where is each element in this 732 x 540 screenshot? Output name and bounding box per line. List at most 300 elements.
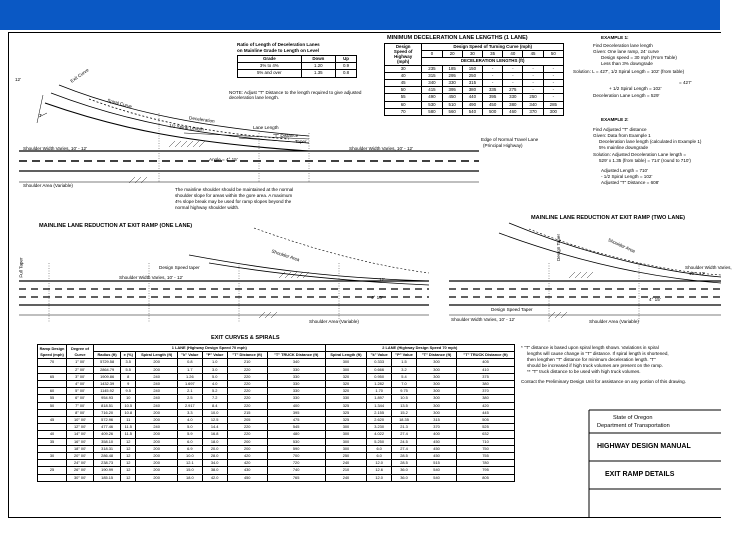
table-cell: 4.0 xyxy=(202,381,227,388)
table-cell: 6.0 xyxy=(367,453,392,460)
table-cell: 540 xyxy=(417,467,457,474)
table-cell: 20° 00' xyxy=(67,453,94,460)
table-cell: 26° 00' xyxy=(67,467,94,474)
table-cell: 12 xyxy=(121,460,136,467)
table-cell: 200 xyxy=(136,460,178,467)
table-cell: 340 xyxy=(523,101,543,108)
table-cell: 477.46 xyxy=(94,424,121,431)
plan3-label: 10' - 12' xyxy=(689,271,706,276)
decel-speed: 20 xyxy=(442,51,462,58)
decel-row-header xyxy=(385,44,422,66)
table-cell: 740 xyxy=(267,467,325,474)
table-cell: - xyxy=(523,87,543,94)
table-cell: 450 xyxy=(417,445,457,452)
table-cell: 200 xyxy=(136,431,178,438)
spiral-header: "T" TRUCK Distance (ft) xyxy=(267,352,325,359)
table-cell: 330 xyxy=(267,366,325,373)
table-cell: 700 xyxy=(267,453,325,460)
table-cell: 6.0 xyxy=(367,445,392,452)
table-cell: 24° 00' xyxy=(67,460,94,467)
table-cell: 420 xyxy=(457,402,515,409)
plan1-label: (Principal Highway) xyxy=(483,143,523,148)
table-cell: 5.9 xyxy=(178,431,203,438)
spiral-header: Spiral Length (ft) xyxy=(136,352,178,359)
table-cell: 3° 00' xyxy=(67,373,94,380)
table-cell: 2.1 xyxy=(178,388,203,395)
table-cell: 55 xyxy=(38,395,67,402)
example-2-line: - 1/2 Spiral Length = 102' xyxy=(601,174,653,179)
plan2-label: Full Taper xyxy=(18,257,24,278)
table-cell: 370 xyxy=(457,388,515,395)
table-cell: 60 xyxy=(385,101,422,108)
spirals-title: EXIT CURVES & SPIRALS xyxy=(211,335,280,341)
gore-note-line: The mainline shoulder should be maintained at the normal xyxy=(175,187,294,192)
table-cell: 45 xyxy=(38,417,67,424)
table-cell: 5° 00' xyxy=(67,388,94,395)
table-cell: 240 xyxy=(136,424,178,431)
table-cell: 540 xyxy=(417,474,457,481)
plan1-label: Spiral Curve xyxy=(106,97,133,110)
table-cell: 0.333 xyxy=(367,359,392,366)
table-cell: 10.5 xyxy=(391,395,416,402)
table-cell: 318.31 xyxy=(94,445,121,452)
table-cell: 240 xyxy=(136,388,178,395)
table-cell: 285 xyxy=(543,101,563,108)
table-cell: 50 xyxy=(385,87,422,94)
table-cell: 50 xyxy=(38,402,67,409)
table-cell: 185 xyxy=(442,65,462,72)
table-cell: 5.0 xyxy=(202,373,227,380)
decel-table-title: MINIMUM DECELERATION LANE LENGTHS (1 LANE) xyxy=(387,35,528,41)
table-cell: 330 xyxy=(503,94,523,101)
table-cell: - xyxy=(503,72,523,79)
table-row xyxy=(38,402,515,409)
table-row xyxy=(38,438,515,445)
plan3-label: Shoulder Area (Variable) xyxy=(589,319,639,324)
ratio-table xyxy=(237,55,357,78)
table-cell: 1.7 xyxy=(178,366,203,373)
table-cell: 240 xyxy=(325,474,367,481)
table-cell: 200 xyxy=(136,438,178,445)
table-cell: 9.5 xyxy=(121,388,136,395)
table-cell: 14.4 xyxy=(202,424,227,431)
table-cell xyxy=(38,424,67,431)
example-1-line: = 427' xyxy=(679,80,692,85)
table-cell: 10.5 xyxy=(121,402,136,409)
spiral-group-2: 2 LANE (Highway Design Speed 70 mph) xyxy=(325,345,514,352)
table-cell: 9.75 xyxy=(391,388,416,395)
table-cell: 200 xyxy=(136,453,178,460)
table-cell: 286.48 xyxy=(94,453,121,460)
table-cell: 400 xyxy=(267,402,325,409)
plan3-title: MAINLINE LANE REDUCTION AT EXIT RAMP (TWO LANE) xyxy=(531,215,686,221)
table-cell: 240 xyxy=(325,460,367,467)
plan1-label: Angle = 4° 15' xyxy=(209,157,238,162)
table-cell: 6° 00' xyxy=(67,395,94,402)
table-cell: 380 xyxy=(457,381,515,388)
table-cell: 1909.86 xyxy=(94,373,121,380)
table-cell: - xyxy=(503,80,523,87)
table-cell: 240 xyxy=(136,381,178,388)
table-cell: 12 xyxy=(121,453,136,460)
table-cell: 5729.58 xyxy=(94,359,121,366)
table-cell: 1432.39 xyxy=(94,381,121,388)
example-1-line: + 1/2 Spiral Length = 102' xyxy=(609,86,662,91)
table-cell: 18° 00' xyxy=(67,445,94,452)
table-cell: 530 xyxy=(267,438,325,445)
table-cell: 250 xyxy=(462,72,482,79)
table-cell: 1.26 xyxy=(178,373,203,380)
table-cell: - xyxy=(543,65,563,72)
table-cell: 220 xyxy=(227,402,267,409)
table-cell: 300 xyxy=(417,395,457,402)
table-cell: 420 xyxy=(227,453,267,460)
decel-speed: 30 xyxy=(462,51,482,58)
table-cell: 300 xyxy=(325,366,367,373)
table-cell: 220 xyxy=(227,366,267,373)
table-cell: 750 xyxy=(457,445,515,452)
table-cell: 6.9 xyxy=(178,445,203,452)
title-block-manual: HIGHWAY DESIGN MANUAL xyxy=(597,443,691,450)
table-cell: 38.0 xyxy=(202,467,227,474)
table-cell: 395 xyxy=(267,409,325,416)
table-cell: 40 xyxy=(38,431,67,438)
table-cell: 325 xyxy=(325,417,367,424)
ratio-cell: 1.20 xyxy=(301,63,335,70)
plan3-label: Shoulder Width Varies, xyxy=(685,265,732,270)
table-cell: 525 xyxy=(457,424,515,431)
table-cell: 5.2 xyxy=(202,388,227,395)
table-cell xyxy=(38,381,67,388)
spirals-table xyxy=(37,344,515,482)
example-1-line: Find Deceleration lane length xyxy=(593,43,653,48)
table-cell: 430 xyxy=(227,467,267,474)
table-cell: 490 xyxy=(422,94,442,101)
table-cell: - xyxy=(543,72,563,79)
table-cell: 445 xyxy=(457,409,515,416)
table-cell: 320 xyxy=(325,388,367,395)
decel-speed: 0 xyxy=(422,51,442,58)
table-cell: 315 xyxy=(462,80,482,87)
table-cell: 450 xyxy=(227,474,267,481)
table-cell: 805 xyxy=(457,474,515,481)
table-cell: 210 xyxy=(227,359,267,366)
table-cell: 210 xyxy=(325,467,367,474)
example-1-line: Deceleration Lane Length = 529' xyxy=(593,93,660,98)
table-cell: 13.5 xyxy=(391,402,416,409)
table-cell: 572.96 xyxy=(94,417,121,424)
table-cell: 20.0 xyxy=(202,445,227,452)
table-cell: 1.5 xyxy=(391,359,416,366)
table-cell: 716.20 xyxy=(94,409,121,416)
table-cell: 300 xyxy=(325,445,367,452)
spiral-header: "T" Distance (ft) xyxy=(417,352,457,359)
plan2-label: Shoulder Area xyxy=(270,248,301,263)
table-cell: 515 xyxy=(417,460,457,467)
table-cell xyxy=(38,474,67,481)
decel-speed: 40 xyxy=(503,51,523,58)
ratio-cell: 3% to 4% xyxy=(238,63,302,70)
table-cell: 36.0 xyxy=(391,474,416,481)
table-cell: 370 xyxy=(417,424,457,431)
table-cell: 380 xyxy=(462,87,482,94)
table-cell: 6.0 xyxy=(178,438,203,445)
table-cell: 710 xyxy=(457,438,515,445)
table-cell: - xyxy=(543,87,563,94)
table-cell: 12 xyxy=(121,438,136,445)
table-row xyxy=(385,101,564,108)
decel-speed-header: Design Speed of Turning Curve (mph) xyxy=(422,44,564,51)
table-cell: 27.4 xyxy=(391,431,416,438)
table-row xyxy=(38,474,515,481)
table-cell: 250 xyxy=(325,453,367,460)
table-cell: 215 xyxy=(227,409,267,416)
plan1-label: Deceleration xyxy=(188,115,216,124)
table-cell: 330 xyxy=(325,395,367,402)
table-cell: 1.897 xyxy=(367,395,392,402)
table-row xyxy=(38,409,515,416)
table-cell: 35 xyxy=(38,438,67,445)
table-cell: 2.5 xyxy=(178,395,203,402)
table-cell: 4.022 xyxy=(367,431,392,438)
table-cell: - xyxy=(523,65,543,72)
table-cell: 12 xyxy=(121,474,136,481)
table-cell: 632 xyxy=(457,431,515,438)
table-cell: 560 xyxy=(442,108,462,115)
table-cell: 200 xyxy=(136,467,178,474)
table-cell: 780 xyxy=(457,460,515,467)
table-cell: 10.0 xyxy=(202,409,227,416)
table-cell: 220 xyxy=(227,388,267,395)
title-block-drawing: EXIT RAMP DETAILS xyxy=(605,471,675,478)
ratio-header: Grade xyxy=(238,56,302,63)
table-cell: 340 xyxy=(267,359,325,366)
table-row xyxy=(385,87,564,94)
table-cell xyxy=(38,366,67,373)
table-cell: 330 xyxy=(267,395,325,402)
table-cell: 28.5 xyxy=(391,460,416,467)
table-cell: - xyxy=(523,80,543,87)
table-cell: 15.2 xyxy=(391,409,416,416)
decel-speed: 50 xyxy=(543,51,563,58)
table-cell: 420 xyxy=(227,460,267,467)
spiral-header: Degree of Curve xyxy=(67,345,94,359)
table-cell: 450 xyxy=(442,94,462,101)
table-cell: 300 xyxy=(417,409,457,416)
example-2-title: EXAMPLE 2: xyxy=(601,117,629,122)
table-cell: 330 xyxy=(267,381,325,388)
table-cell: 1.344 xyxy=(367,402,392,409)
table-cell: 330 xyxy=(267,388,325,395)
table-cell: 370 xyxy=(523,108,543,115)
table-cell: 2° 00' xyxy=(67,366,94,373)
table-cell: 358.10 xyxy=(94,438,121,445)
table-cell: 2.620 xyxy=(367,417,392,424)
example-2-line: Solution: Adjusted Deceleration Lane length = xyxy=(593,152,687,157)
table-cell: 3.2 xyxy=(391,366,416,373)
plan3-label: Design Taper xyxy=(555,234,561,262)
table-cell: 440 xyxy=(462,94,482,101)
adjust-note: NOTE: Adjust "T" Distance to the length required to give adjusted deceleration lane length. xyxy=(229,90,362,101)
plan3-label: 4° 15' xyxy=(649,297,661,302)
table-cell: 45 xyxy=(385,80,422,87)
table-cell: 450 xyxy=(417,438,457,445)
table-cell xyxy=(38,409,67,416)
table-cell: 300 xyxy=(543,108,563,115)
table-row xyxy=(38,453,515,460)
table-cell: 27.4 xyxy=(391,445,416,452)
table-cell: 505 xyxy=(457,417,515,424)
table-cell: 450 xyxy=(417,453,457,460)
table-cell: 590 xyxy=(267,445,325,452)
plan3-label: Design Speed Taper xyxy=(491,307,533,312)
example-1-line: Design speed = 30 mph (From Table) xyxy=(601,55,677,60)
table-cell: 720 xyxy=(267,460,325,467)
table-cell: 395 xyxy=(483,94,503,101)
plan3-label: Shoulder Width Varies, 10' - 12' xyxy=(451,317,515,322)
table-cell: 220 xyxy=(227,431,267,438)
table-cell: 380 xyxy=(503,101,523,108)
table-cell: 12.0 xyxy=(367,460,392,467)
table-cell: 28.5 xyxy=(391,453,416,460)
table-cell: - xyxy=(483,80,503,87)
plan3-label: Shoulder Area xyxy=(607,237,636,254)
table-cell: 12° 00' xyxy=(67,424,94,431)
table-row xyxy=(385,80,564,87)
table-cell: 300 xyxy=(325,438,367,445)
table-row xyxy=(385,108,564,115)
table-cell: 205 xyxy=(227,417,267,424)
table-cell: 300 xyxy=(417,402,457,409)
table-cell: 7.2 xyxy=(202,395,227,402)
decel-table xyxy=(384,43,564,116)
table-cell: 340 xyxy=(422,80,442,87)
example-2-line: 5% mainline downgrade xyxy=(599,145,649,150)
example-2-line: Given: Data from Example 1 xyxy=(593,133,651,138)
plan2-label: 12' xyxy=(379,277,385,282)
decel-speed: 35 xyxy=(483,51,503,58)
plan1-label: Shoulder Width Varies, 10' - 12' xyxy=(349,146,413,151)
table-row xyxy=(38,373,515,380)
table-cell: 40 xyxy=(385,72,422,79)
table-cell: 8° 00' xyxy=(67,409,94,416)
example-1-line: Solution: L = 427', 1/2 Spiral Length = 102' (from table) xyxy=(573,69,685,74)
table-cell: - xyxy=(483,65,503,72)
table-cell: 220 xyxy=(227,381,267,388)
table-cell: 475 xyxy=(267,417,325,424)
table-cell: 410 xyxy=(457,366,515,373)
table-cell: 300 xyxy=(417,373,457,380)
table-cell: 10 xyxy=(121,395,136,402)
plan2-label: Shoulder Area (Variable) xyxy=(309,319,359,324)
gore-note-line: shoulder slope for areas within the gore area. A maximum xyxy=(175,193,293,198)
plan2-title: MAINLINE LANE REDUCTION AT EXIT RAMP (ONE LANE) xyxy=(39,223,193,229)
table-cell: 200 xyxy=(136,359,178,366)
table-cell: 0.8 xyxy=(178,359,203,366)
bottom-margin xyxy=(0,518,720,540)
table-cell: 300 xyxy=(325,431,367,438)
table-row xyxy=(38,417,515,424)
spiral-header: "T" TRUCK Distance (ft) xyxy=(457,352,515,359)
table-cell: 235 xyxy=(422,65,442,72)
table-row xyxy=(38,445,515,452)
plan2-label: 4° 15' xyxy=(371,295,383,300)
table-cell: 200 xyxy=(227,438,267,445)
top-banner xyxy=(0,0,720,30)
ratio-header: Up xyxy=(336,56,357,63)
table-cell: 70 xyxy=(38,359,67,366)
table-cell: 540 xyxy=(462,108,482,115)
truck-note-line: * "T" distance is based upon spiral length shown. Variations in spiral xyxy=(521,345,659,350)
title-block-state: State of Oregon xyxy=(613,415,653,421)
table-row xyxy=(38,431,515,438)
gore-note-line: normal highway shoulder width. xyxy=(175,205,240,210)
table-cell: 795 xyxy=(457,467,515,474)
table-cell: 30° 00' xyxy=(67,474,94,481)
table-cell: 7.0 xyxy=(391,381,416,388)
spiral-header: "T" Distance (ft) xyxy=(227,352,267,359)
ratio-cell: 1.35 xyxy=(301,70,335,77)
table-cell: 10.8 xyxy=(121,409,136,416)
table-cell: 8.4 xyxy=(202,402,227,409)
table-cell: 12.1 xyxy=(178,460,203,467)
table-cell: - xyxy=(483,72,503,79)
ratio-header: Down xyxy=(301,56,335,63)
table-row xyxy=(38,366,515,373)
table-cell: 755 xyxy=(457,453,515,460)
table-cell: 18.35 xyxy=(391,417,416,424)
table-row xyxy=(38,388,515,395)
plan1-label: 1/2 Spiral Length xyxy=(168,123,204,132)
table-cell: 3.0 xyxy=(202,366,227,373)
table-cell: - xyxy=(503,65,523,72)
table-cell: 530 xyxy=(422,101,442,108)
ratio-table-title-1: Ratio of Length of Deceleration Lanes xyxy=(237,42,320,47)
table-cell: - xyxy=(543,94,563,101)
table-cell: 300 xyxy=(325,359,367,366)
table-cell: 490 xyxy=(462,101,482,108)
table-cell: 30 xyxy=(38,453,67,460)
table-cell: 9 xyxy=(121,381,136,388)
table-cell: 5.250 xyxy=(367,438,392,445)
table-cell: 220 xyxy=(227,395,267,402)
table-cell xyxy=(38,460,67,467)
table-cell: 11.5 xyxy=(121,424,136,431)
plan1-label: 12' xyxy=(15,77,21,82)
table-cell: 12.0 xyxy=(367,474,392,481)
table-cell: 36.0 xyxy=(391,467,416,474)
spiral-header: "P" Value xyxy=(202,352,227,359)
table-cell: 954.93 xyxy=(94,395,121,402)
table-row xyxy=(38,359,515,366)
table-cell: 818.51 xyxy=(94,402,121,409)
spiral-header: "P" Value xyxy=(391,352,416,359)
table-cell: 5.0 xyxy=(178,424,203,431)
table-cell: 200 xyxy=(136,417,178,424)
truck-note-line: then lengthen "T" distance for minimum deceleration length. "T" xyxy=(527,357,656,362)
table-cell: - xyxy=(543,80,563,87)
table-cell: 405 xyxy=(457,359,515,366)
table-cell: 300 xyxy=(417,381,457,388)
table-cell: 240 xyxy=(136,373,178,380)
plan1-label: Shoulder Area (Variable) xyxy=(23,183,73,188)
table-cell: 320 xyxy=(325,381,367,388)
plan1-label: "T" Distance xyxy=(273,133,299,138)
table-cell: 190.99 xyxy=(94,467,121,474)
table-cell: 395 xyxy=(442,87,462,94)
table-cell: 70 xyxy=(385,108,422,115)
table-cell xyxy=(38,445,67,452)
